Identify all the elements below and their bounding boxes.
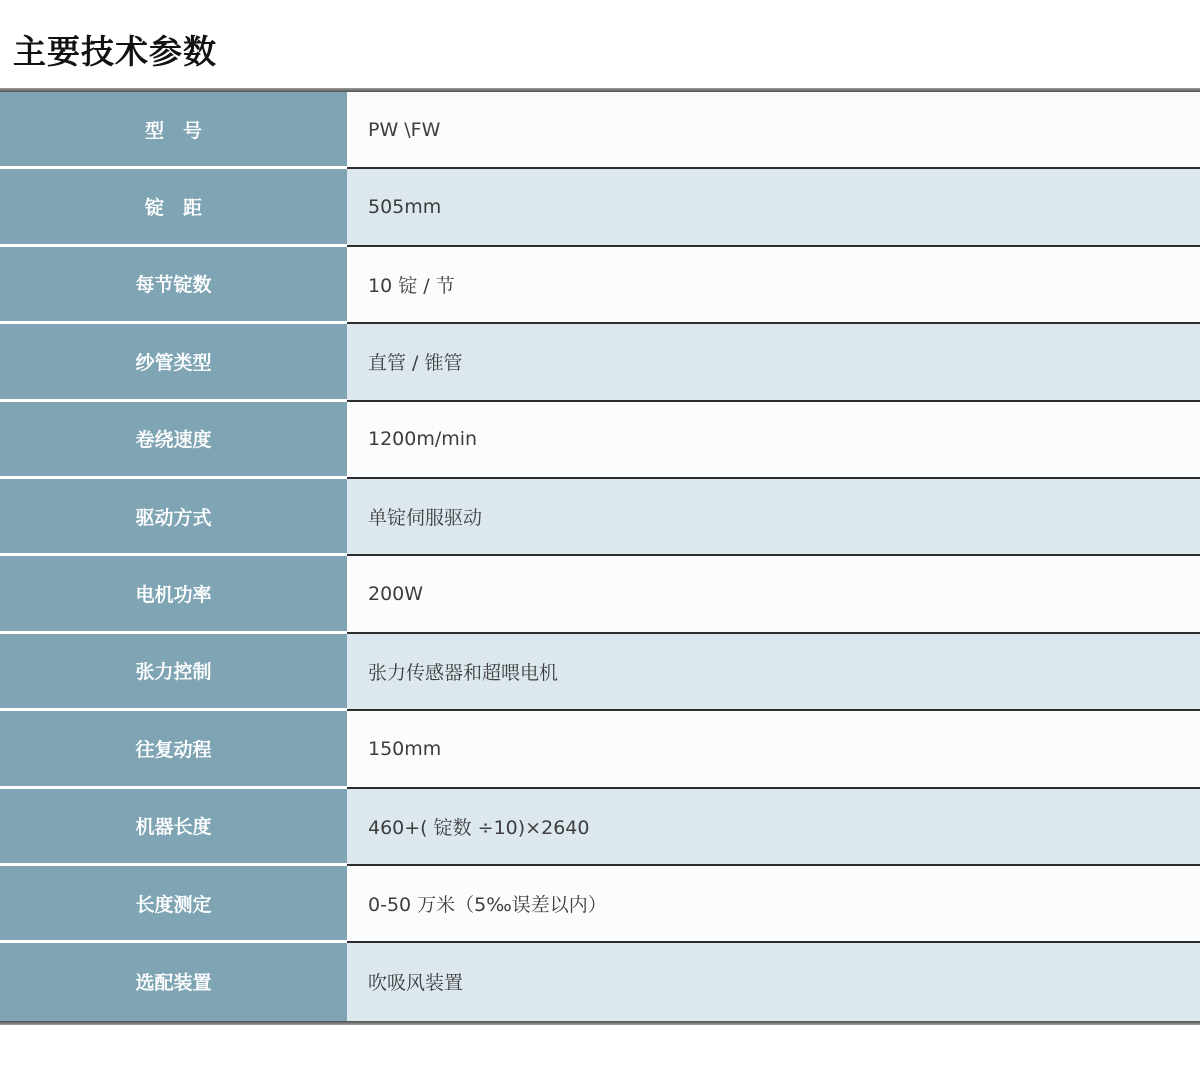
spec-label: 机器长度: [0, 789, 347, 866]
table-row: [0, 711, 1200, 788]
spec-label: 型 号: [0, 92, 347, 169]
spec-value: 150mm: [347, 711, 1200, 788]
page-title: 主要技术参数: [13, 32, 217, 71]
spec-label: 卷绕速度: [0, 402, 347, 479]
table-row: [0, 92, 1200, 169]
table-row: [0, 866, 1200, 943]
spec-label: 长度测定: [0, 866, 347, 943]
table-row: [0, 556, 1200, 633]
spec-value: 200W: [347, 556, 1200, 633]
table-row: [0, 402, 1200, 479]
spec-value: 0-50 万米（5‰误差以内）: [347, 866, 1200, 943]
spec-value: 单锭伺服驱动: [347, 479, 1200, 556]
table-bottom-border: [0, 1021, 1200, 1025]
spec-value: 张力传感器和超喂电机: [347, 634, 1200, 711]
spec-value: 10 锭 / 节: [347, 247, 1200, 324]
spec-value: 吹吸风装置: [347, 943, 1200, 1020]
table-row: [0, 324, 1200, 401]
spec-value: 1200m/min: [347, 402, 1200, 479]
table-row: [0, 169, 1200, 246]
spec-value: 460+( 锭数 ÷10)×2640: [347, 789, 1200, 866]
spec-label: 张力控制: [0, 634, 347, 711]
spec-value: 直管 / 锥管: [347, 324, 1200, 401]
spec-label: 选配装置: [0, 943, 347, 1020]
spec-label: 往复动程: [0, 711, 347, 788]
table-row: [0, 634, 1200, 711]
spec-value: PW \FW: [347, 92, 1200, 169]
table-row: [0, 479, 1200, 556]
spec-label: 驱动方式: [0, 479, 347, 556]
spec-table: [0, 88, 1200, 1025]
spec-value: 505mm: [347, 169, 1200, 246]
table-row: [0, 247, 1200, 324]
spec-label: 每节锭数: [0, 247, 347, 324]
table-row: [0, 789, 1200, 866]
table-row: [0, 943, 1200, 1020]
spec-label: 纱管类型: [0, 324, 347, 401]
spec-label: 电机功率: [0, 556, 347, 633]
spec-label: 锭 距: [0, 169, 347, 246]
